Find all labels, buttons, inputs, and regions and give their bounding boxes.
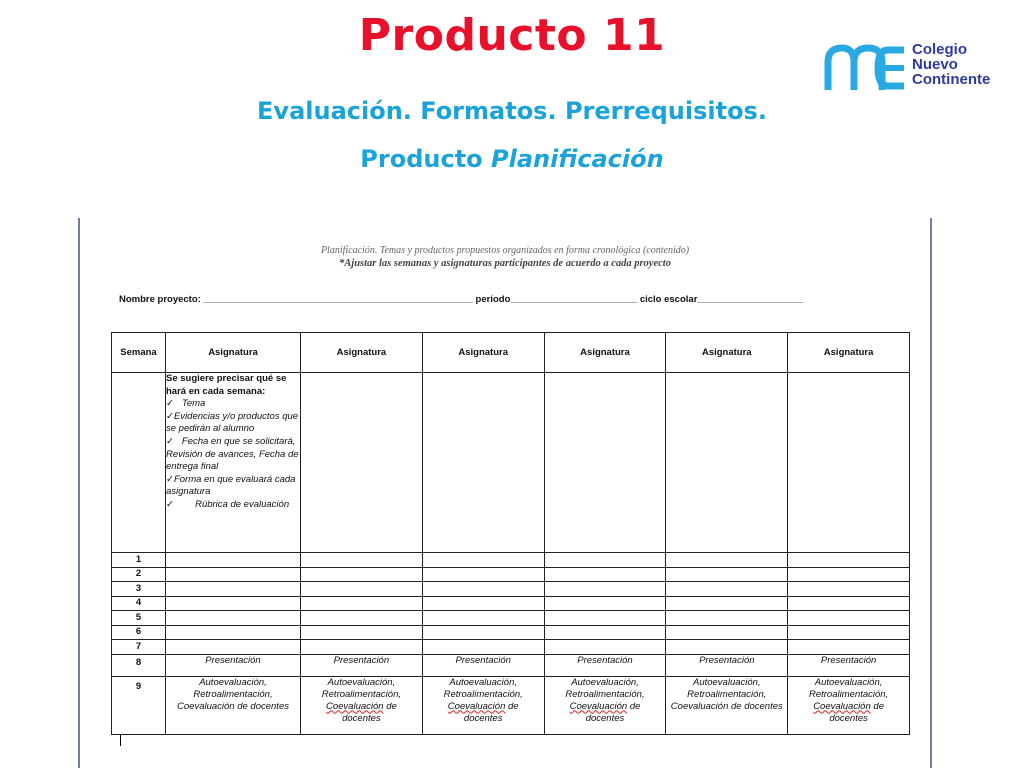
week-number: 6 bbox=[112, 625, 166, 640]
logo-line-3: Continente bbox=[912, 71, 991, 88]
table-row bbox=[112, 553, 910, 568]
slide-subtitle-1: Evaluación. Formatos. Prerrequisitos. bbox=[257, 97, 767, 125]
presentation-cell: Presentación bbox=[301, 654, 423, 676]
header-asignatura: Asignatura bbox=[301, 333, 423, 373]
table-row bbox=[112, 625, 910, 640]
slide-title: Producto 11 bbox=[358, 10, 666, 61]
guide-intro: Se sugiere precisar qué se hará en cada semana: bbox=[166, 373, 287, 397]
table-row bbox=[112, 654, 910, 676]
subtitle-italic: Planificación bbox=[491, 145, 664, 173]
text-cursor bbox=[120, 734, 121, 746]
empty-cell bbox=[544, 373, 666, 553]
subtitle-plain: Producto bbox=[360, 145, 492, 173]
guide-item-4: ✓Forma en que evaluará cada asignatura bbox=[166, 473, 296, 498]
header-asignatura: Asignatura bbox=[422, 333, 544, 373]
school-logo bbox=[824, 40, 1014, 94]
evaluation-cell: Autoevaluación, Retroalimentación, Coevaluación de docentes bbox=[544, 676, 666, 734]
presentation-cell: Presentación bbox=[666, 654, 788, 676]
empty-cell bbox=[422, 373, 544, 553]
table-header-row bbox=[112, 333, 910, 373]
header-asignatura: Asignatura bbox=[788, 333, 910, 373]
project-form-line: Nombre proyecto: ___________________________________________________ período________________________ ciclo escolar____________________ bbox=[119, 294, 804, 305]
week-number: 3 bbox=[112, 582, 166, 597]
table-row bbox=[112, 676, 910, 734]
logo-line-2: Nuevo bbox=[912, 56, 958, 73]
evaluation-cell: Autoevaluación, Retroalimentación, Coevaluación de docentes bbox=[301, 676, 423, 734]
table-row bbox=[112, 582, 910, 597]
header-asignatura: Asignatura bbox=[544, 333, 666, 373]
check-icon: ✓ bbox=[166, 410, 174, 422]
evaluation-cell: Autoevaluación, Retroalimentación, Coevaluación de docentes bbox=[422, 676, 544, 734]
table-row bbox=[112, 640, 910, 655]
table-row bbox=[112, 596, 910, 611]
evaluation-cell: Autoevaluación, Retroalimentación, Coevaluación de docentes bbox=[666, 676, 788, 734]
week-number: 8 bbox=[112, 654, 166, 676]
week-number: 9 bbox=[112, 676, 166, 734]
guide-item-1: ✓ Tema bbox=[166, 398, 206, 410]
logo-line-1: Colegio bbox=[912, 41, 967, 58]
guide-item-2: ✓Evidencias y/o productos que se pedirán al alumno bbox=[166, 410, 299, 435]
presentation-cell: Presentación bbox=[788, 654, 910, 676]
presentation-cell: Presentación bbox=[422, 654, 544, 676]
week-number: 1 bbox=[112, 553, 166, 568]
header-semana: Semana bbox=[112, 333, 166, 373]
week-number: 5 bbox=[112, 611, 166, 626]
document-heading-1: Planificación. Temas y productos propuestos organizados en forma cronológica (contenido) bbox=[320, 245, 690, 256]
slide-subtitle-2 bbox=[0, 145, 1024, 173]
check-icon: ✓ bbox=[166, 473, 174, 485]
guide-row bbox=[112, 373, 910, 553]
empty-cell bbox=[666, 373, 788, 553]
header-asignatura: Asignatura bbox=[166, 333, 301, 373]
document-image bbox=[78, 218, 932, 768]
week-number: 4 bbox=[112, 596, 166, 611]
nc-logo-icon bbox=[824, 42, 908, 92]
evaluation-cell: Autoevaluación, Retroalimentación, Coevaluación de docentes bbox=[166, 676, 301, 734]
check-icon: ✓ bbox=[166, 435, 174, 447]
table-row bbox=[112, 611, 910, 626]
planning-table bbox=[111, 332, 910, 735]
check-icon: ✓ bbox=[166, 498, 174, 510]
check-icon: ✓ bbox=[166, 398, 174, 410]
presentation-cell: Presentación bbox=[166, 654, 301, 676]
week-number: 2 bbox=[112, 567, 166, 582]
presentation-cell: Presentación bbox=[544, 654, 666, 676]
header-asignatura: Asignatura bbox=[666, 333, 788, 373]
document-heading-2: *Ajustar las semanas y asignaturas participantes de acuerdo a cada proyecto bbox=[339, 258, 671, 269]
empty-cell bbox=[301, 373, 423, 553]
evaluation-cell: Autoevaluación, Retroalimentación, Coevaluación de docentes bbox=[788, 676, 910, 734]
logo-text bbox=[912, 42, 990, 87]
guide-item-5: ✓ Rúbrica de evaluación bbox=[166, 498, 290, 510]
empty-cell bbox=[788, 373, 910, 553]
table-row bbox=[112, 567, 910, 582]
empty-cell bbox=[112, 373, 166, 553]
guide-item-3: ✓ Fecha en que se solicitará, Revisión de avances, Fecha de entrega final bbox=[166, 435, 299, 473]
week-number: 7 bbox=[112, 640, 166, 655]
guide-cell bbox=[166, 373, 301, 553]
